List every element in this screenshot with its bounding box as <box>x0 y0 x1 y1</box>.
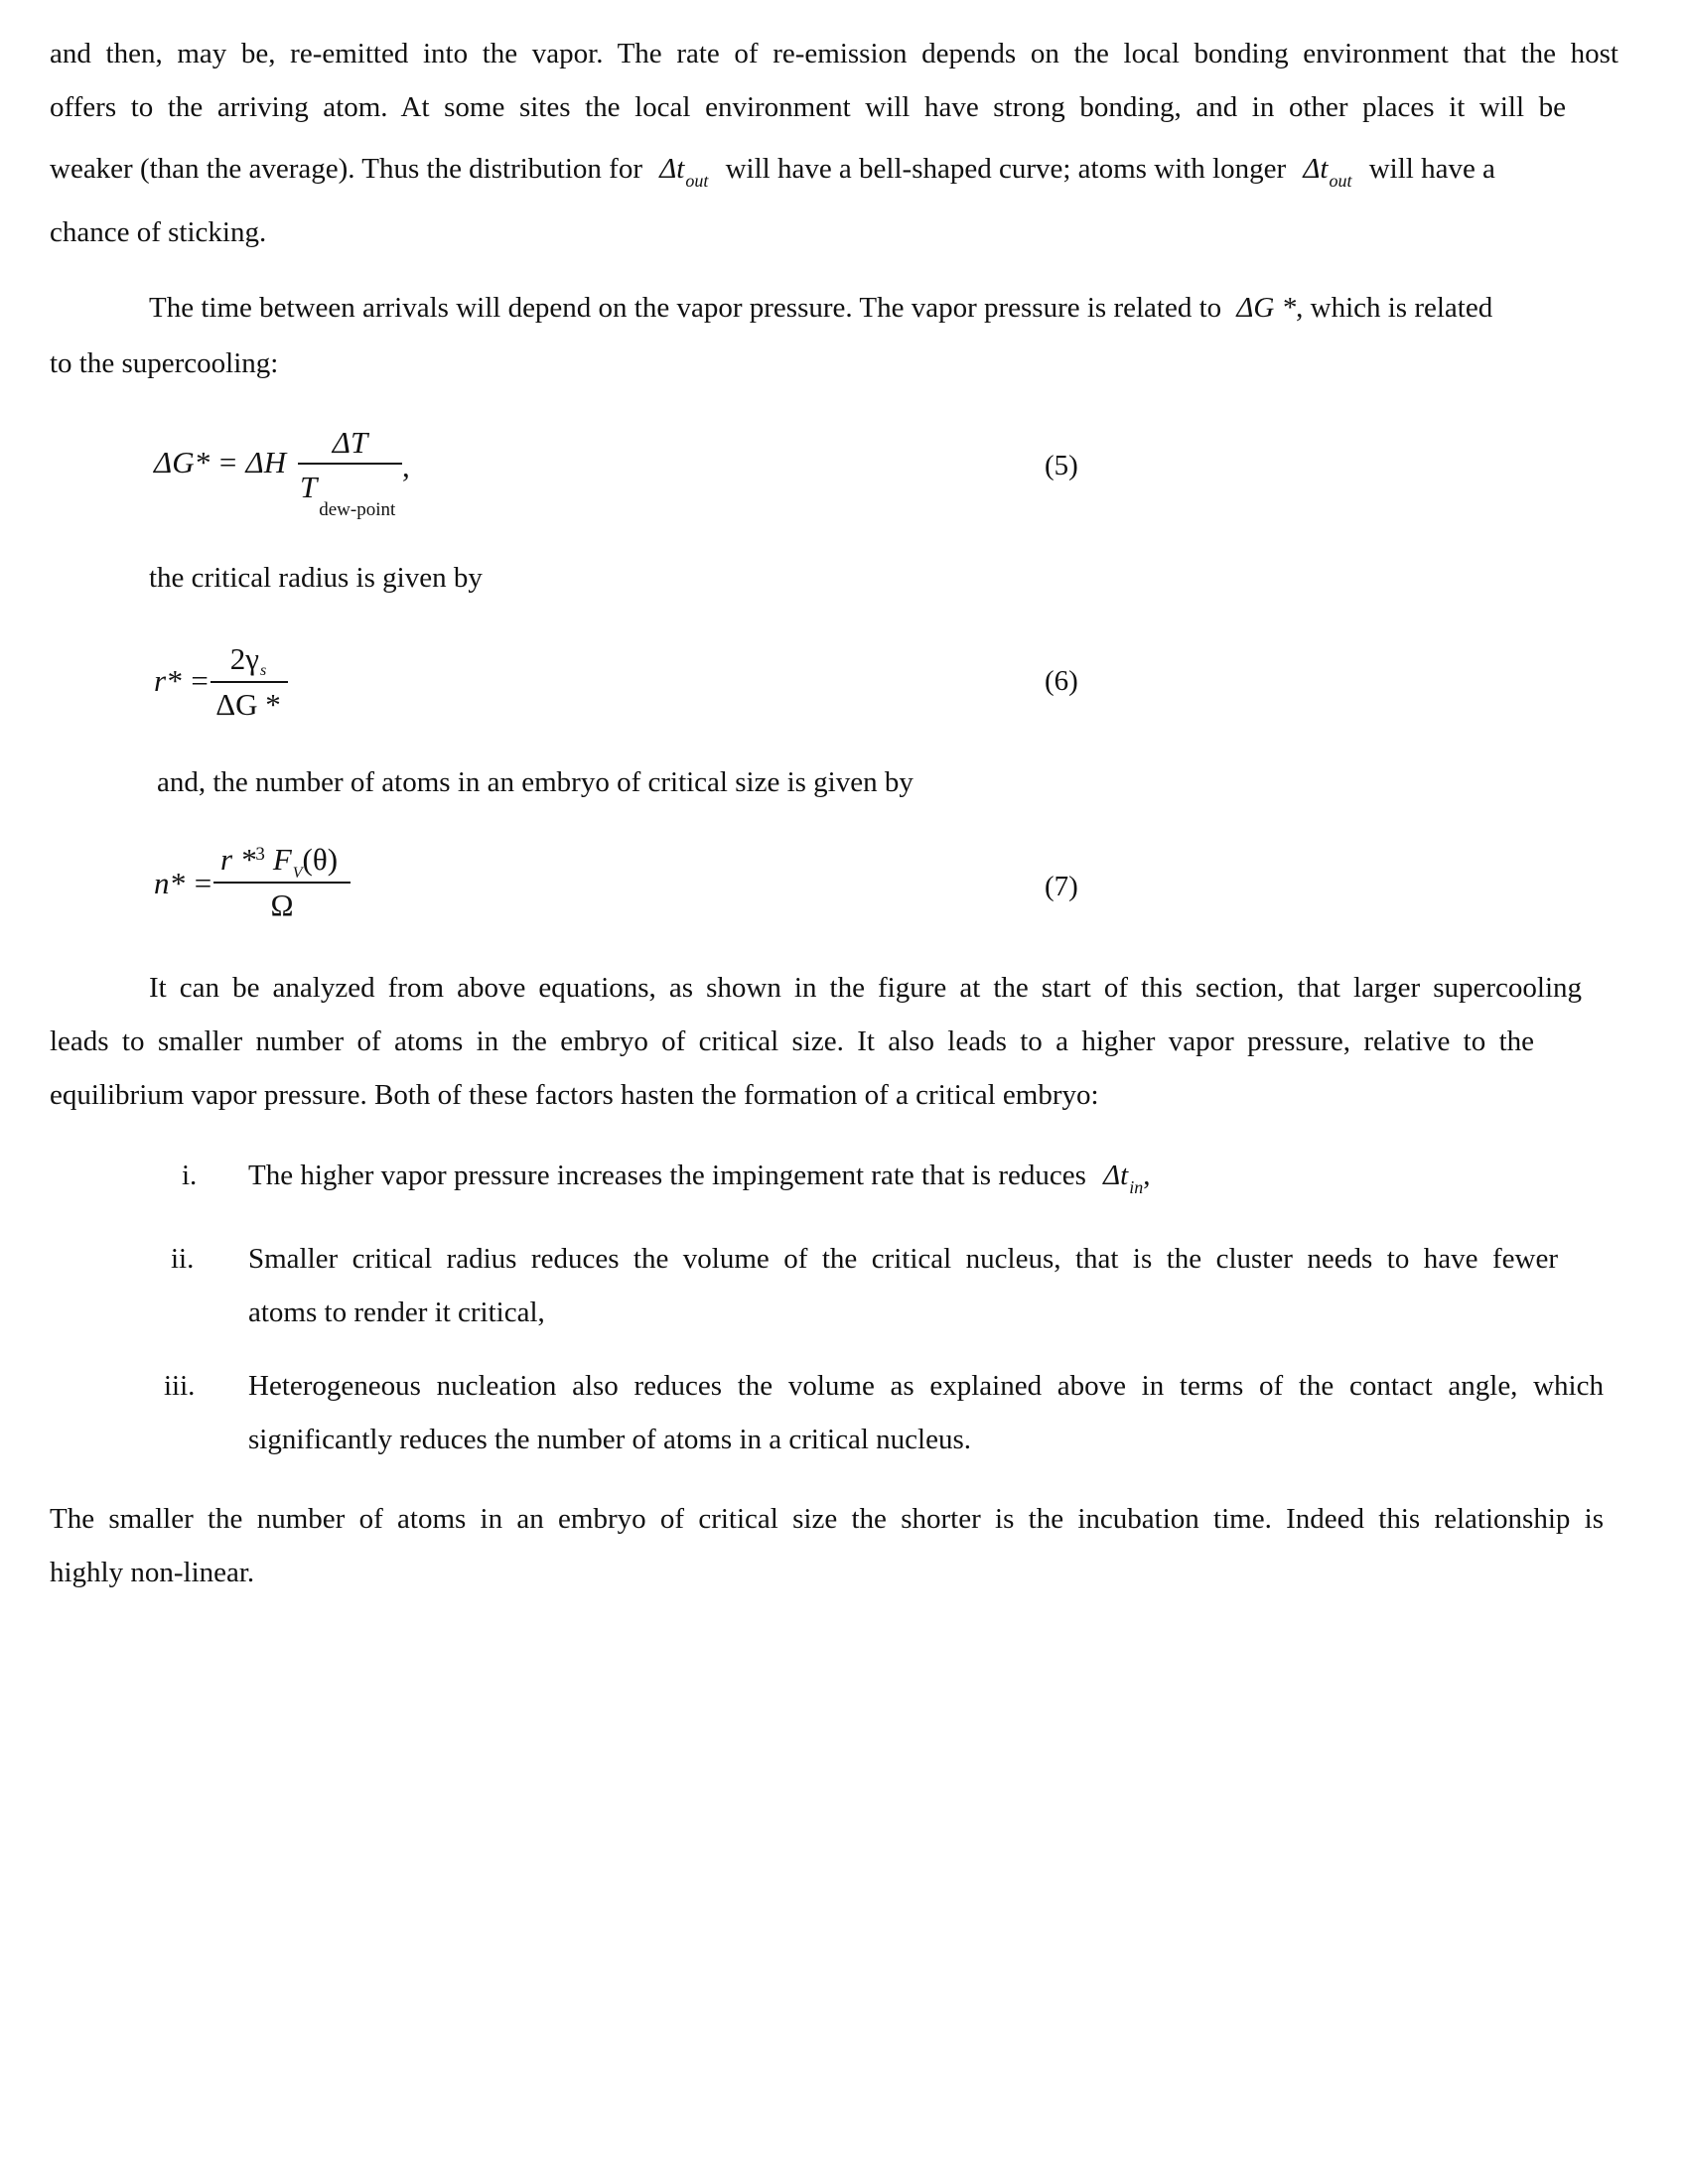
list-marker-1: i. <box>182 1160 198 1191</box>
eq7-number: (7) <box>1045 871 1078 902</box>
delta-g-star: ΔG * <box>1236 292 1297 324</box>
eq5-comma: , <box>402 449 410 483</box>
list-item-3-line1: Heterogeneous nucleation also reduces the volume as explained above in terms of the contact angle, which <box>248 1370 1604 1402</box>
para1-line3-b: will have a bell-shaped curve; atoms with longer <box>725 153 1287 185</box>
eq7-denominator: Ω <box>270 887 294 922</box>
para2-line1-a: The time between arrivals will depend on the vapor pressure. The vapor pressure is related to <box>149 292 1222 324</box>
eq5-fraction-bar <box>298 463 402 465</box>
list-marker-3: iii. <box>164 1370 196 1402</box>
eq7-numerator: r *$^3$ $F_V(\theta)$ <box>220 842 339 882</box>
eq6-number: (6) <box>1045 665 1078 697</box>
para1-line2: offers to the arriving atom. At some sites the local environment will have strong bonding, and in other places it will be <box>50 91 1566 123</box>
para3-line1: It can be analyzed from above equations, as shown in the figure at the start of this section, that larger supercooling <box>149 972 1582 1004</box>
delta-t-out-1: $\Delta t_{out}$ <box>659 153 709 191</box>
eq5-number: (5) <box>1045 450 1078 481</box>
eq7-lhs: n* = <box>154 866 213 900</box>
delta-t-in: $\Delta t_{in}$ <box>1103 1160 1144 1197</box>
eq6-fraction-bar <box>211 681 288 683</box>
para2-line2: to the supercooling: <box>50 347 279 379</box>
list-item-3-line2: significantly reduces the number of atoms in a critical nucleus. <box>248 1424 971 1455</box>
list-marker-2: ii. <box>171 1243 195 1275</box>
para3-line2: leads to smaller number of atoms in the embryo of critical size. It also leads to a higher vapor pressure, relative to the <box>50 1025 1534 1057</box>
para2-line1-b: , which is related <box>1296 292 1493 324</box>
eq5-lhs: ΔG* = ΔH <box>154 445 287 479</box>
eq7-fraction-bar <box>213 882 351 884</box>
para4-line2: highly non-linear. <box>50 1557 255 1588</box>
para1-line3 <box>50 151 1495 190</box>
list-item-1: The higher vapor pressure increases the impingement rate that is reduces $\Delta t_{in}$, <box>248 1160 1151 1197</box>
list-item-2-line1: Smaller critical radius reduces the volume of the critical nucleus, that is the cluster needs to have fewer <box>248 1243 1558 1275</box>
para1-line1: and then, may be, re-emitted into the vapor. The rate of re-emission depends on the local bonding environment that the host <box>50 38 1618 69</box>
para3-line3: equilibrium vapor pressure. Both of these factors hasten the formation of a critical embryo: <box>50 1079 1099 1111</box>
eq6-lhs: r* = <box>154 663 211 698</box>
para4-line1: The smaller the number of atoms in an embryo of critical size the shorter is the incubation time. Indeed this relationship is <box>50 1503 1604 1535</box>
eq5-numerator: ΔT <box>332 425 368 460</box>
delta-t-out-2: $\Delta t_{out}$ <box>1303 153 1352 191</box>
list-item-2-line2: atoms to render it critical, <box>248 1297 545 1328</box>
eq6-numerator: 2γs <box>229 641 267 679</box>
eq6-denominator: ΔG * <box>215 687 281 722</box>
text-number-of-atoms: and, the number of atoms in an embryo of critical size is given by <box>157 766 914 798</box>
text-critical-radius: the critical radius is given by <box>149 562 483 594</box>
para2-line1 <box>149 290 1492 326</box>
para1-line4: chance of sticking. <box>50 216 267 248</box>
para1-line3-a: weaker (than the average). Thus the distribution for <box>50 153 642 185</box>
para1-line3-c: will have a <box>1368 153 1495 185</box>
eq5-denominator: $T_{dew-point}$ <box>300 470 396 520</box>
